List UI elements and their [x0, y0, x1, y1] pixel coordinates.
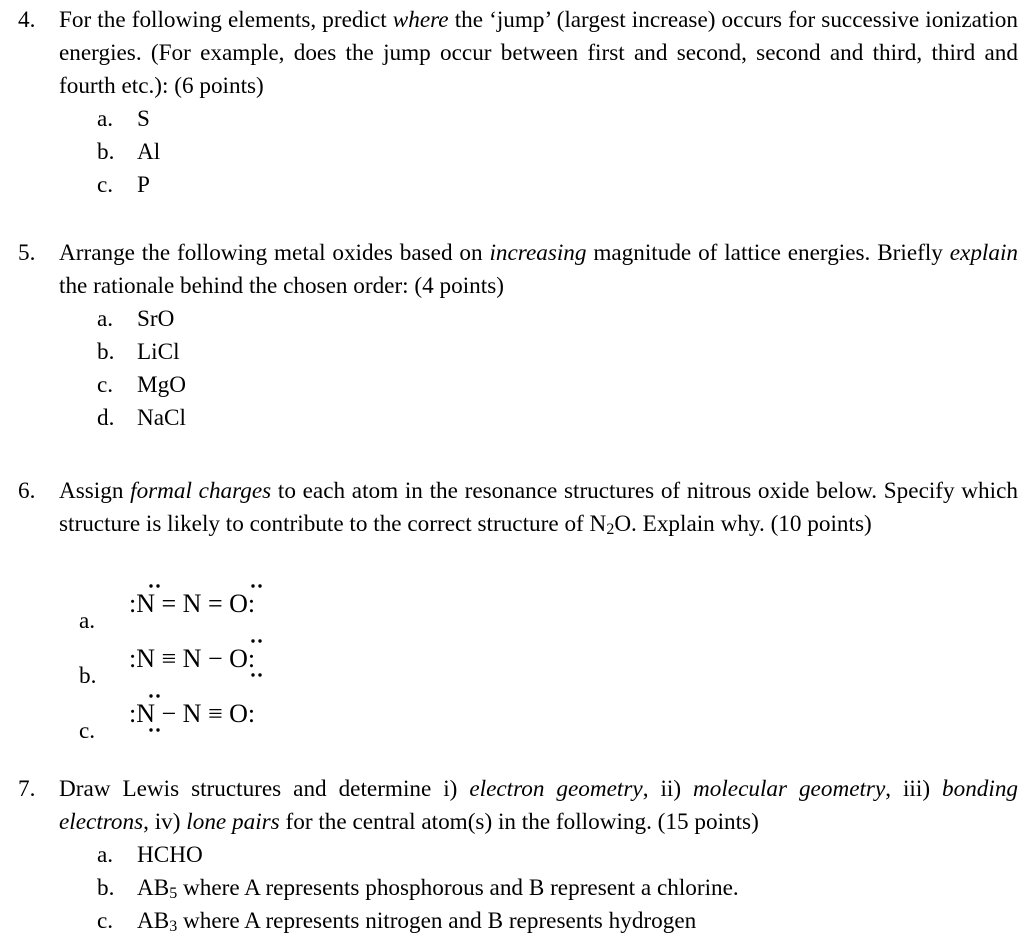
- option-item: c. MgO: [97, 372, 186, 398]
- option-item: c. $AB_3$ where A represents nitrogen and B represents hydrogen: [97, 908, 697, 935]
- question-number: 4.: [18, 7, 36, 33]
- question-4: [18, 4, 1018, 202]
- structure-c-formula: [129, 690, 329, 740]
- option-item: c. P: [97, 172, 150, 198]
- option-item: a. SrO: [97, 306, 175, 332]
- option-item: b. LiCl: [97, 339, 180, 365]
- question-6: [18, 475, 1018, 541]
- resonance-structure-a: a. :N = N = O:: [79, 580, 379, 640]
- resonance-structure-b: b. :N ≡ N − O:: [79, 635, 379, 695]
- options-list: [97, 103, 1018, 202]
- question-text: Assign formal charges to each atom in the resonance structures of nitrous oxide below. Specify which structure is likely to contribute to the correct structure of $N_2O$. Explain why. (10 points): [59, 478, 1018, 538]
- option-item: b. $AB_5$ where A represents phosphorous and B represent a chlorine.: [97, 875, 739, 902]
- question-number: 5.: [18, 240, 36, 266]
- option-item: a. S: [97, 106, 150, 132]
- resonance-structure-c: c. :N − N ≡ O:: [79, 690, 379, 750]
- question-text: For the following elements, predict where the ‘jump’ (largest increase) occurs for successive ionization energies. (For example, does the jump occur between first and second, second and third, third and fourth etc.): (6 points): [59, 7, 1018, 99]
- options-list: [97, 839, 1018, 938]
- question-text: Arrange the following metal oxides based on increasing magnitude of lattice energies. Briefly explain the rationale behind the chosen order: (4 points): [59, 240, 1018, 299]
- structure-b-formula: [129, 635, 329, 685]
- option-item: a. HCHO: [97, 842, 203, 868]
- question-5: [18, 237, 1018, 435]
- question-text: Draw Lewis structures and determine i) electron geometry, ii) molecular geometry, iii) bonding electrons, iv) lone pairs for the central atom(s) in the following. (15 points): [59, 776, 1019, 835]
- option-item: d. NaCl: [97, 405, 186, 431]
- svg-text::N ≡ N − O:: :N ≡ N − O:: [129, 644, 256, 673]
- question-7: [18, 773, 1018, 938]
- svg-text::N − N ≡ O:: :N − N ≡ O:: [129, 699, 256, 728]
- option-item: b. Al: [97, 139, 161, 165]
- options-list: [97, 303, 1018, 435]
- svg-text::N = N = O:: :N = N = O:: [129, 589, 256, 618]
- question-number: 6.: [18, 478, 36, 504]
- question-number: 7.: [18, 776, 36, 802]
- structure-a-formula: [129, 580, 329, 630]
